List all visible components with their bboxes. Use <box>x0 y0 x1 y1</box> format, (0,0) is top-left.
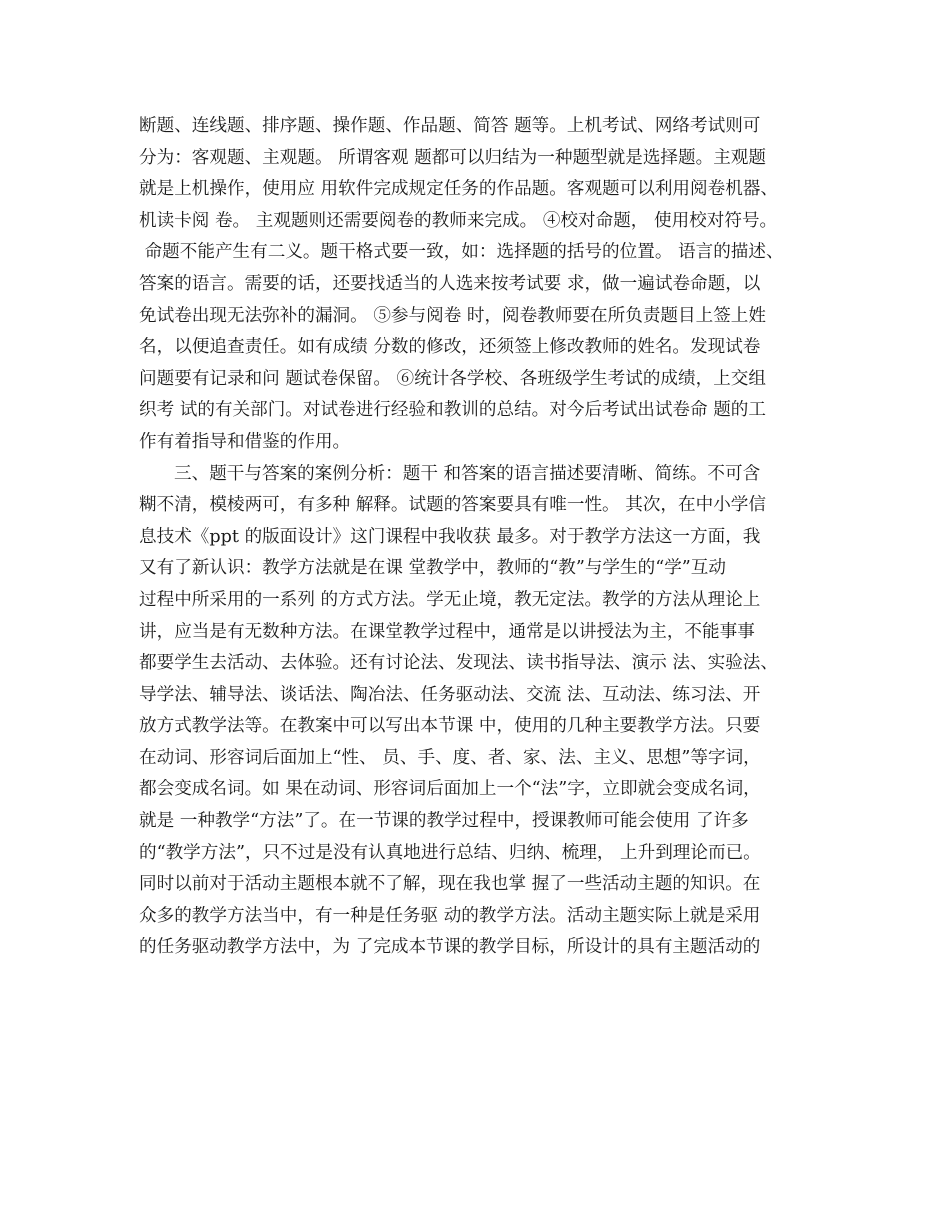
text-line: 就是 一种教学“方法”了。在一节课的教学过程中，授课教师可能会使用 了许多 <box>139 811 749 832</box>
text-line: 导学法、辅导法、谈话法、陶冶法、任务驱动法、交流 法、互动法、练习法、开 <box>139 684 761 705</box>
text-line: 名，以便追查责任。如有成绩 分数的修改，还须签上修改教师的姓名。发现试卷 <box>139 337 761 358</box>
text-line: 众多的教学方法当中，有一种是任务驱 动的教学方法。活动主题实际上就是采用 <box>139 905 761 926</box>
text-line: 就是上机操作，使用应 用软件完成规定任务的作品题。客观题可以利用阅卷机器、 <box>139 179 778 200</box>
text-line: 都会变成名词。如 果在动词、形容词后面加上一个“法”字，立即就会变成名词， <box>139 779 761 800</box>
text-line: 命题不能产生有二义。题干格式要一致，如：选择题的括号的位置。 语言的描述、 <box>139 242 784 263</box>
text-line: 作有着指导和借鉴的作用。 <box>139 431 351 452</box>
text-line: 断题、连线题、排序题、操作题、作品题、简答 题等。上机考试、网络考试则可 <box>139 116 761 136</box>
text-line: 同时以前对于活动主题根本就不了解，现在我也掌 握了一些活动主题的知识。在 <box>139 874 761 895</box>
text-line: 问题要有记录和问 题试卷保留。 ⑥统计各学校、各班级学生考试的成绩，上交组 <box>139 368 766 389</box>
text-line: 织考 试的有关部门。对试卷进行经验和教训的总结。对今后考试出试卷命 题的工 <box>139 400 766 421</box>
text-line: 免试卷出现无法弥补的漏洞。 ⑤参与阅卷 时，阅卷教师要在所负责题目上签上姓 <box>139 305 766 326</box>
text-line: 糊不清，模棱两可，有多种 解释。试题的答案要具有唯一性。 其次，在中小学信 <box>139 495 766 516</box>
text-line: 在动词、形容词后面加上“性、 员、手、度、者、家、法、主义、思想”等字词， <box>139 747 761 768</box>
text-line: 的任务驱动教学方法中，为 了完成本节课的教学目标，所设计的具有主题活动的 <box>139 937 761 958</box>
text-line: 分为：客观题、主观题。 所谓客观 题都可以归结为一种题型就是选择题。主观题 <box>139 147 766 168</box>
text-line: 息技术《ppt 的版面设计》这门课程中我收获 最多。对于教学方法这一方面，我 <box>139 526 761 547</box>
body-text <box>139 111 829 964</box>
text-line: 都要学生去活动、去体验。还有讨论法、发现法、读书指导法、演示 法、实验法、 <box>139 653 778 674</box>
text-line: 又有了新认识：教学方法就是在课 堂教学中，教师的“教”与学生的“学”互动 <box>139 558 726 579</box>
text-line: 答案的语言。需要的话，还要找适当的人选来按考试要 求，做一遍试卷命题，以 <box>139 273 761 294</box>
text-line: 放方式教学法等。在教案中可以写出本节课 中，使用的几种主要教学方法。只要 <box>139 716 761 737</box>
section-heading-line: 三、题干与答案的案例分析：题干 和答案的语言描述要清晰、简练。不可含 <box>174 463 761 484</box>
text-line: 机读卡阅 卷。 主观题则还需要阅卷的教师来完成。 ④校对命题， 使用校对符号。 <box>139 210 778 231</box>
text-line: 讲，应当是有无数种方法。在课堂教学过程中，通常是以讲授法为主，不能事事 <box>139 621 755 642</box>
text-line: 的“教学方法”，只不过是没有认真地进行总结、归纳、梳理， 上升到理论而已。 <box>139 842 761 863</box>
text-line: 过程中所采用的一系列 的方式方法。学无止境，教无定法。教学的方法从理论上 <box>139 589 761 610</box>
